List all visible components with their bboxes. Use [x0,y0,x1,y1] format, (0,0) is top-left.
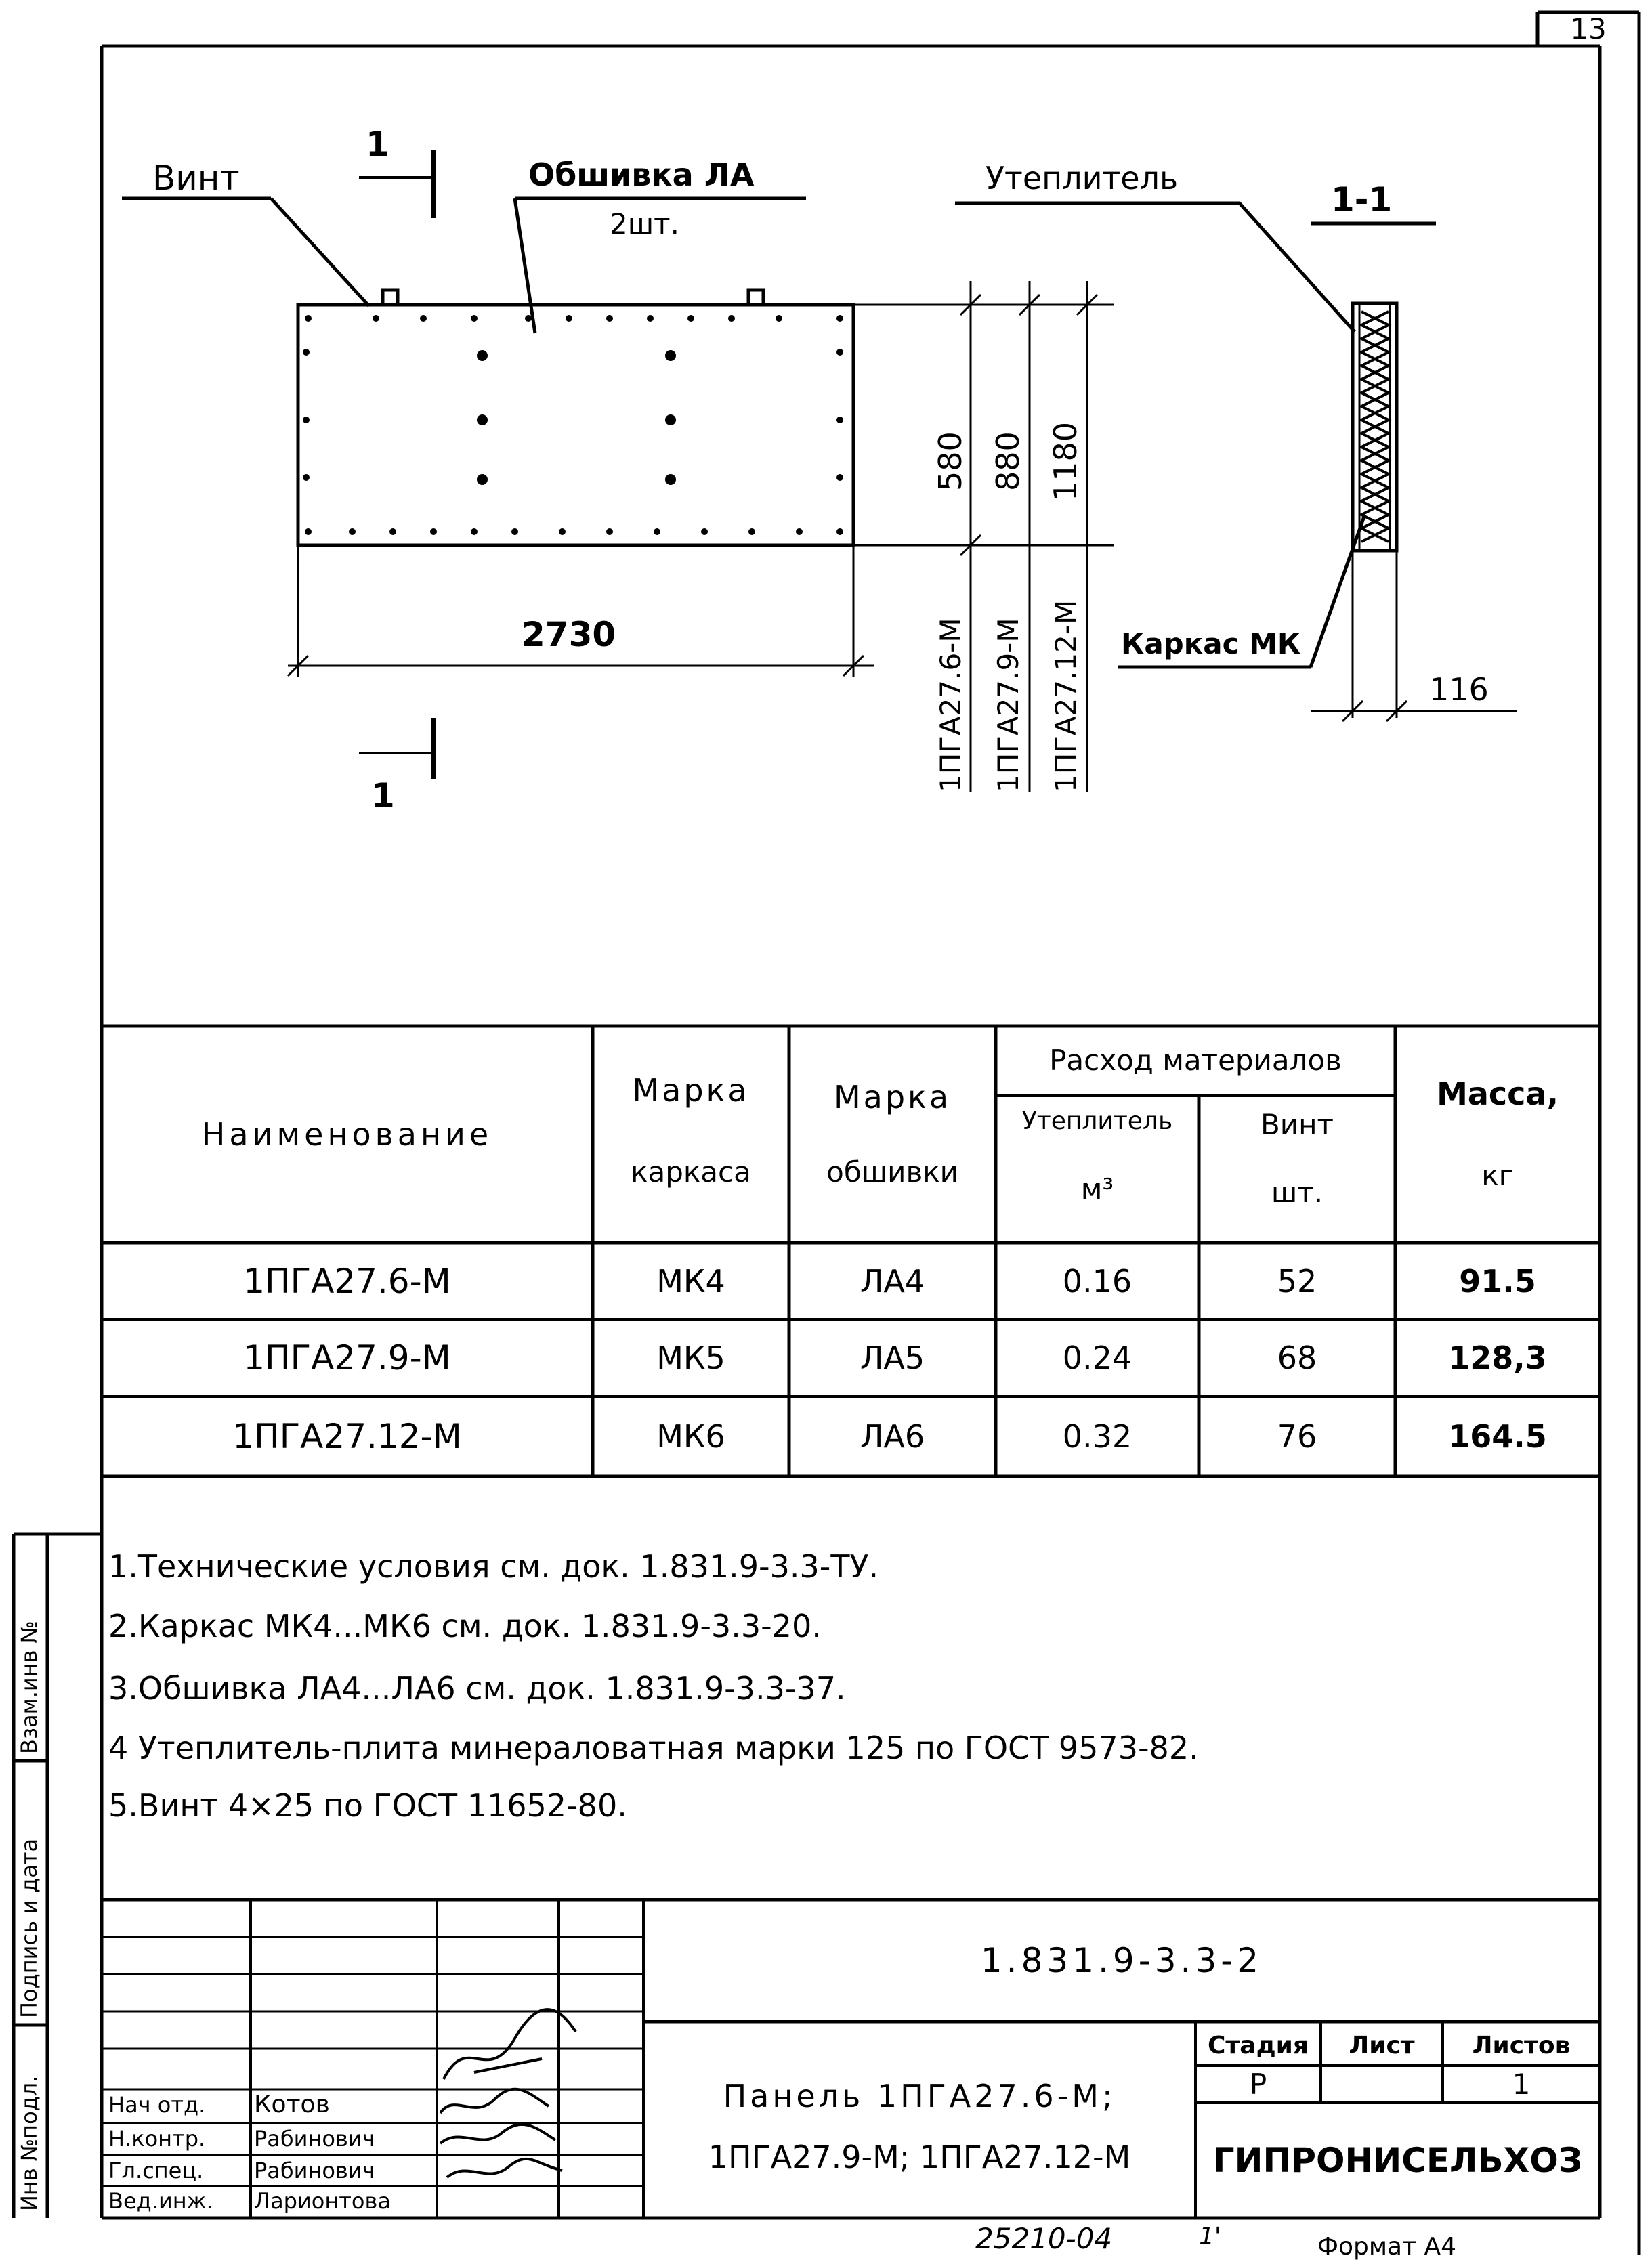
row-2-cladding: ЛА5 [860,1340,925,1376]
row-3-screws: 76 [1277,1418,1317,1455]
dim-length: 2730 [522,615,616,654]
dim-thickness: 116 [1429,671,1489,708]
label-frame: Каркас МК [1121,627,1301,660]
header-insulation-2: м³ [1080,1172,1114,1205]
format-label: Формат А4 [1317,2233,1457,2261]
header-screw-1: Винт [1260,1107,1334,1141]
header-insulation-1: Утеплитель [1021,1107,1173,1135]
header-frame-mark-2: каркаса [631,1155,751,1189]
header-screw-2: шт. [1271,1175,1323,1209]
sheet-value [1321,2066,1443,2103]
header-cladding-mark-1: Марка [833,1079,952,1115]
row-2-frame: МК5 [656,1340,725,1376]
header-cladding-mark-2: обшивки [826,1155,958,1189]
header-frame-mark-1: Марка [632,1072,750,1109]
dim-mark-6: 1ПГА27.6-М [934,618,967,792]
row-1-insulation: 0.16 [1062,1262,1132,1300]
label-cladding: Обшивка ЛА [528,156,755,193]
note-2: 2.Каркас МК4...МК6 см. док. 1.831.9-3.3-20. [108,1608,822,1644]
section-mark-top: 1 [366,125,389,164]
stage-value: Р [1249,2068,1267,2101]
dim-mark-12: 1ПГА27.12-М [1049,599,1082,792]
dim-height-1180: 1180 [1047,421,1084,501]
sheet-label: Лист [1349,2031,1415,2059]
header-name: Наименование [201,1116,493,1153]
doc-code: 1.831.9-3.3-2 [980,1941,1263,1980]
dim-height-880: 880 [990,431,1026,491]
row-1-cladding: ЛА4 [860,1262,925,1300]
section-mark-bottom: 1 [371,776,395,815]
archive-number: 25210-04 [975,2222,1113,2255]
header-consumption: Расход материалов [1049,1043,1342,1077]
role-1: Нач отд. [108,2092,206,2118]
row-1-screws: 52 [1277,1262,1317,1300]
name-3: Рабинович [254,2158,375,2183]
dim-mark-9: 1ПГА27.9-М [992,618,1025,792]
row-2-insulation: 0.24 [1062,1340,1132,1376]
stamp-signature-date: Подпись и дата [16,1838,42,2018]
label-screw: Винт [152,158,240,198]
footer-mark: 1' [1199,2223,1221,2250]
section-title: 1-1 [1331,180,1393,219]
row-2-mass: 128,3 [1448,1340,1547,1376]
name-4: Ларионтова [254,2188,391,2214]
row-2-screws: 68 [1277,1340,1317,1376]
row-1-mass: 91.5 [1459,1262,1536,1300]
title-line-1: Панель 1ПГА27.6-М; [723,2078,1116,2114]
note-4: 4 Утеплитель-плита минераловатная марки 125 по ГОСТ 9573-82. [108,1730,1199,1766]
sheets-label: Листов [1472,2031,1571,2059]
row-2-name: 1ПГА27.9-М [243,1338,451,1377]
role-3: Гл.спец. [108,2158,204,2183]
row-1-name: 1ПГА27.6-М [243,1261,451,1301]
organization: ГИПРОНИСЕЛЬХОЗ [1212,2141,1583,2180]
role-2: Н.контр. [108,2126,206,2152]
label-cladding-qty: 2шт. [610,207,679,240]
stamp-inv-podl: Инв №подл. [16,2075,42,2211]
note-1: 1.Технические условия см. док. 1.831.9-3.3-ТУ. [108,1548,879,1585]
dim-height-580: 580 [932,431,969,491]
title-line-2: 1ПГА27.9-М; 1ПГА27.12-М [708,2139,1131,2175]
row-3-cladding: ЛА6 [860,1418,925,1455]
role-4: Вед.инж. [108,2188,213,2214]
row-3-name: 1ПГА27.12-М [232,1417,462,1456]
sheets-value: 1 [1512,2068,1531,2101]
row-3-mass: 164.5 [1448,1418,1547,1455]
sheet-number: 13 [1570,12,1607,45]
name-1: Котов [254,2091,330,2118]
stamp-vzam-inv: Взам.инв № [16,1621,42,1754]
label-insulation: Утеплитель [986,160,1179,196]
note-5: 5.Винт 4×25 по ГОСТ 11652-80. [108,1787,627,1824]
row-1-frame: МК4 [656,1262,725,1300]
name-2: Рабинович [254,2126,375,2152]
header-mass-2: кг [1481,1158,1514,1192]
stage-label: Стадия [1208,2031,1309,2059]
header-mass-1: Масса, [1437,1075,1559,1112]
row-3-frame: МК6 [656,1418,725,1455]
note-3: 3.Обшивка ЛА4...ЛА6 см. док. 1.831.9-3.3-37. [108,1670,846,1707]
row-3-insulation: 0.32 [1062,1418,1132,1455]
